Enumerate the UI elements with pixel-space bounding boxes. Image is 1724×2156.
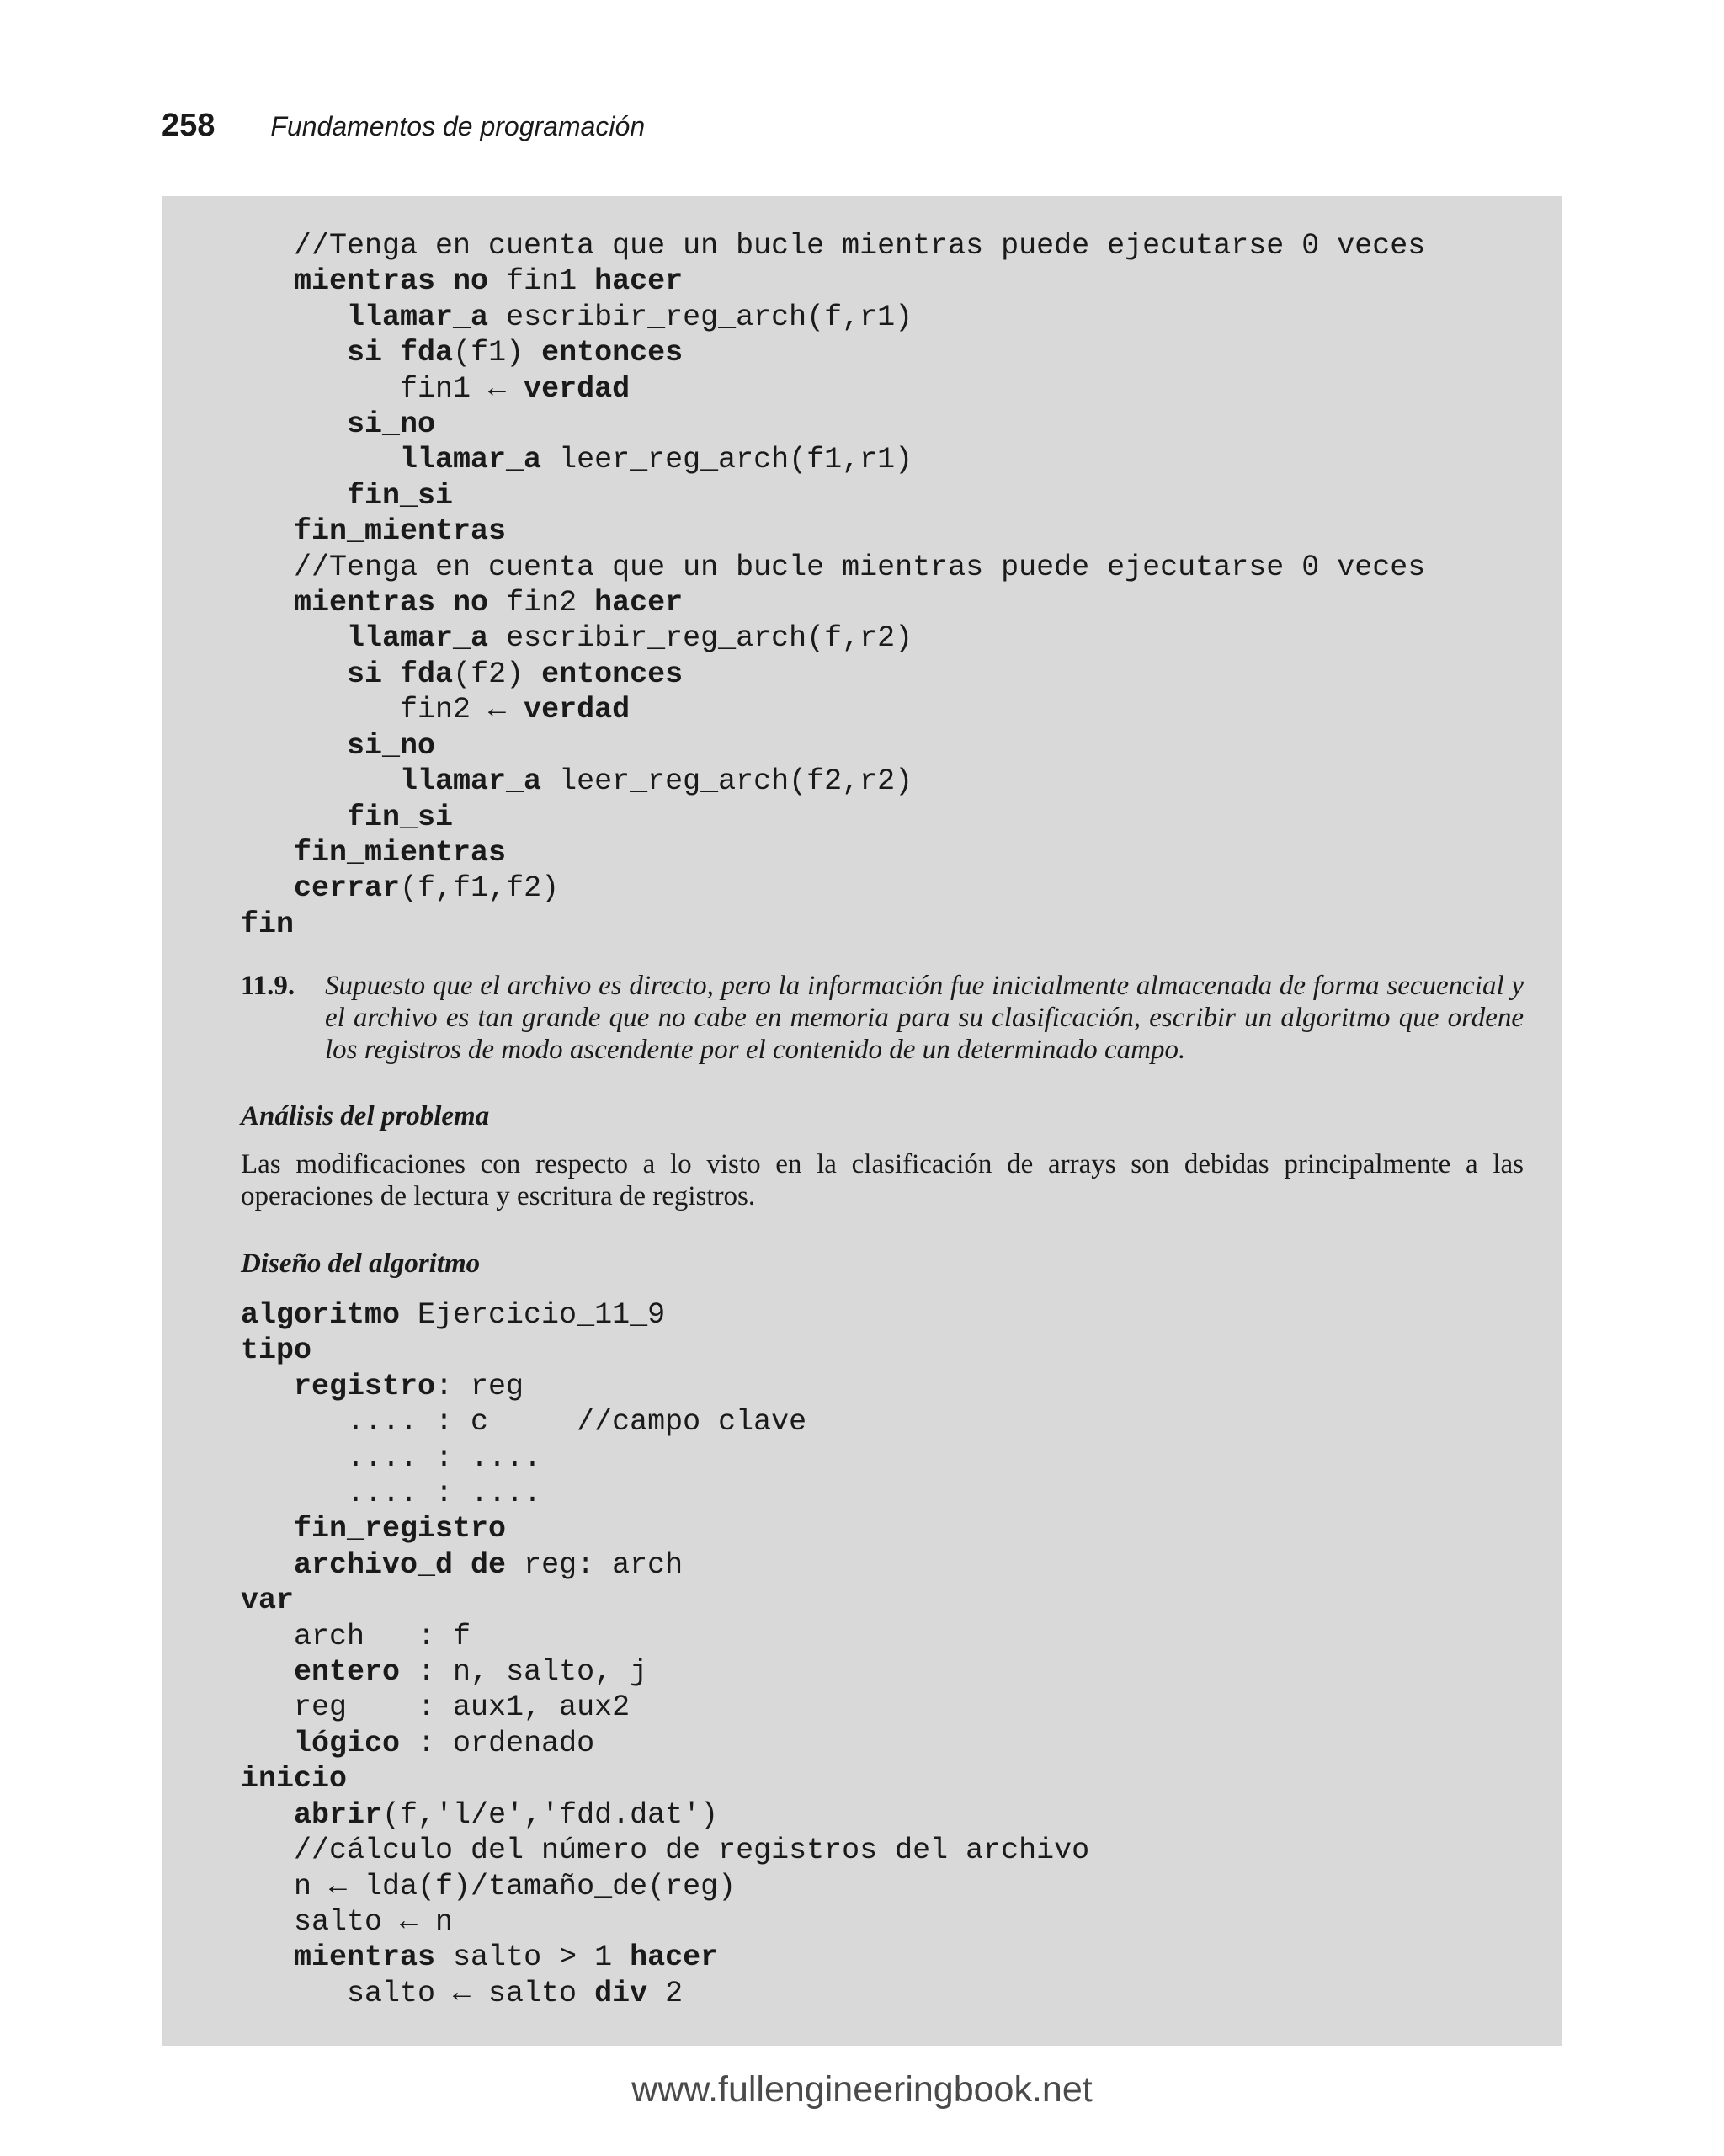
code-line: tipo [241, 1334, 312, 1368]
code-line: fin_si [347, 478, 454, 513]
code-line: //cálculo del número de registros del archivo [241, 1834, 1090, 1868]
code-line: fin1 ← verdad [241, 371, 631, 406]
code-line: cerrar(f,f1,f2) [294, 871, 560, 906]
footer-url: www.fullengineeringbook.net [631, 2069, 1093, 2110]
code-line: abrir(f,'l/e','fdd.dat') [294, 1797, 719, 1832]
code-line: mientras no fin2 hacer [294, 586, 684, 620]
code-line: llamar_a escribir_reg_arch(f,r2) [347, 621, 913, 656]
design-heading: Diseño del algoritmo [241, 1248, 481, 1279]
problem-number: 11.9. [241, 971, 295, 1001]
code-line: //Tenga en cuenta que un bucle mientras puede ejecutarse 0 veces [241, 550, 1426, 584]
code-line: mientras salto > 1 hacer [294, 1940, 719, 1975]
code-line: si fda(f2) entonces [347, 657, 684, 691]
analysis-paragraph: Las modificaciones con respecto a lo visto en la clasificación de arrays son debidas principalmente a las operaciones de lectura y escritura de registros. [241, 1149, 1524, 1211]
page-header [162, 108, 645, 150]
code-line: registro: reg [294, 1369, 524, 1403]
code-line: var [241, 1584, 295, 1618]
code-line: .... : .... [241, 1477, 542, 1511]
book-title: Fundamentos de programación [270, 111, 646, 141]
code-line: si_no [347, 728, 436, 763]
problem-text: Supuesto que el archivo es directo, pero la información fue inicialmente almacenada de forma secuencial y el archivo es tan grande que no cabe en memoria para su clasificación, escribir un algoritmo que ordene los registros de modo ascendente por el contenido de un determinado campo. [325, 971, 1524, 1065]
code-line: .... : c //campo clave [241, 1405, 807, 1440]
code-line: inicio [241, 1762, 348, 1797]
code-line: archivo_d de reg: arch [294, 1547, 684, 1582]
code-line: mientras no fin1 hacer [294, 264, 684, 299]
code-line: fin [241, 907, 295, 941]
code-line: salto ← salto div 2 [241, 1976, 684, 2010]
analysis-heading: Análisis del problema [241, 1101, 490, 1131]
code-line: salto ← n [241, 1904, 454, 1939]
code-line: //Tenga en cuenta que un bucle mientras puede ejecutarse 0 veces [241, 229, 1426, 263]
code-block-1 [241, 228, 1425, 942]
code-line: llamar_a leer_reg_arch(f2,r2) [400, 764, 913, 799]
code-line: lógico : ordenado [294, 1726, 595, 1760]
code-line: si_no [347, 407, 436, 442]
code-line: fin2 ← verdad [241, 693, 631, 727]
code-line: fin_mientras [294, 835, 507, 870]
code-line: entero : n, salto, j [294, 1655, 648, 1690]
code-line: llamar_a leer_reg_arch(f1,r1) [400, 443, 913, 477]
code-line: llamar_a escribir_reg_arch(f,r1) [347, 300, 913, 334]
code-line: arch : f [241, 1619, 471, 1653]
code-line: si fda(f1) entonces [347, 336, 684, 370]
code-line: reg : aux1, aux2 [241, 1690, 631, 1725]
code-line: fin_mientras [294, 514, 507, 549]
code-line: fin_registro [294, 1512, 507, 1546]
page-number: 258 [162, 108, 216, 143]
code-line: fin_si [347, 800, 454, 834]
code-line: algoritmo Ejercicio_11_9 [241, 1298, 666, 1332]
code-line: n ← lda(f)/tamaño_de(reg) [241, 1869, 737, 1903]
problem-statement [241, 970, 1524, 1066]
code-line: .... : .... [241, 1440, 542, 1475]
code-block-2 [241, 1297, 1089, 2011]
